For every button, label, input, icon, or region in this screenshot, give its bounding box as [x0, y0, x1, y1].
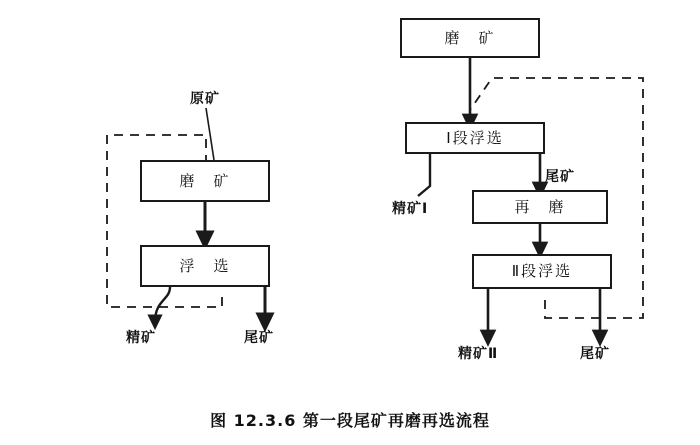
box-right-flotation-2-label: Ⅱ段浮选: [511, 262, 573, 280]
label-left-concentrate-text: 精矿: [126, 330, 156, 346]
box-right-grinding: [400, 18, 540, 58]
figure-caption-text: 图 12.3.6 第一段尾矿再磨再选流程: [210, 411, 490, 430]
label-raw-ore-text: 原矿: [190, 91, 220, 107]
label-left-concentrate: [126, 327, 156, 347]
box-left-grinding: [140, 160, 270, 202]
box-regrinding-label: 再 磨: [514, 197, 566, 216]
box-left-flotation: [140, 245, 270, 287]
label-tailing-1-text: 尾矿: [545, 169, 575, 185]
box-right-flotation-2: [472, 254, 612, 289]
box-right-flotation-1: [405, 122, 545, 154]
label-concentrate-2-text: 精矿Ⅱ: [458, 346, 499, 362]
label-concentrate-1: [392, 198, 428, 218]
box-right-grinding-label: 磨 矿: [444, 28, 496, 47]
box-left-flotation-label: 浮 选: [179, 256, 231, 275]
label-concentrate-1-text: 精矿Ⅰ: [392, 201, 429, 217]
label-tailing-1: [545, 166, 575, 186]
label-raw-ore: [190, 88, 220, 108]
box-left-grinding-label: 磨 矿: [179, 171, 231, 190]
box-right-flotation-1-label: Ⅰ段浮选: [446, 128, 504, 147]
label-concentrate-2: [458, 343, 498, 363]
label-tailing-2-text: 尾矿: [580, 346, 610, 362]
label-tailing-2: [580, 343, 610, 363]
label-left-tailing-text: 尾矿: [244, 330, 274, 346]
box-regrinding: [472, 190, 608, 224]
label-left-tailing: [244, 327, 274, 347]
figure-caption: [0, 408, 700, 431]
